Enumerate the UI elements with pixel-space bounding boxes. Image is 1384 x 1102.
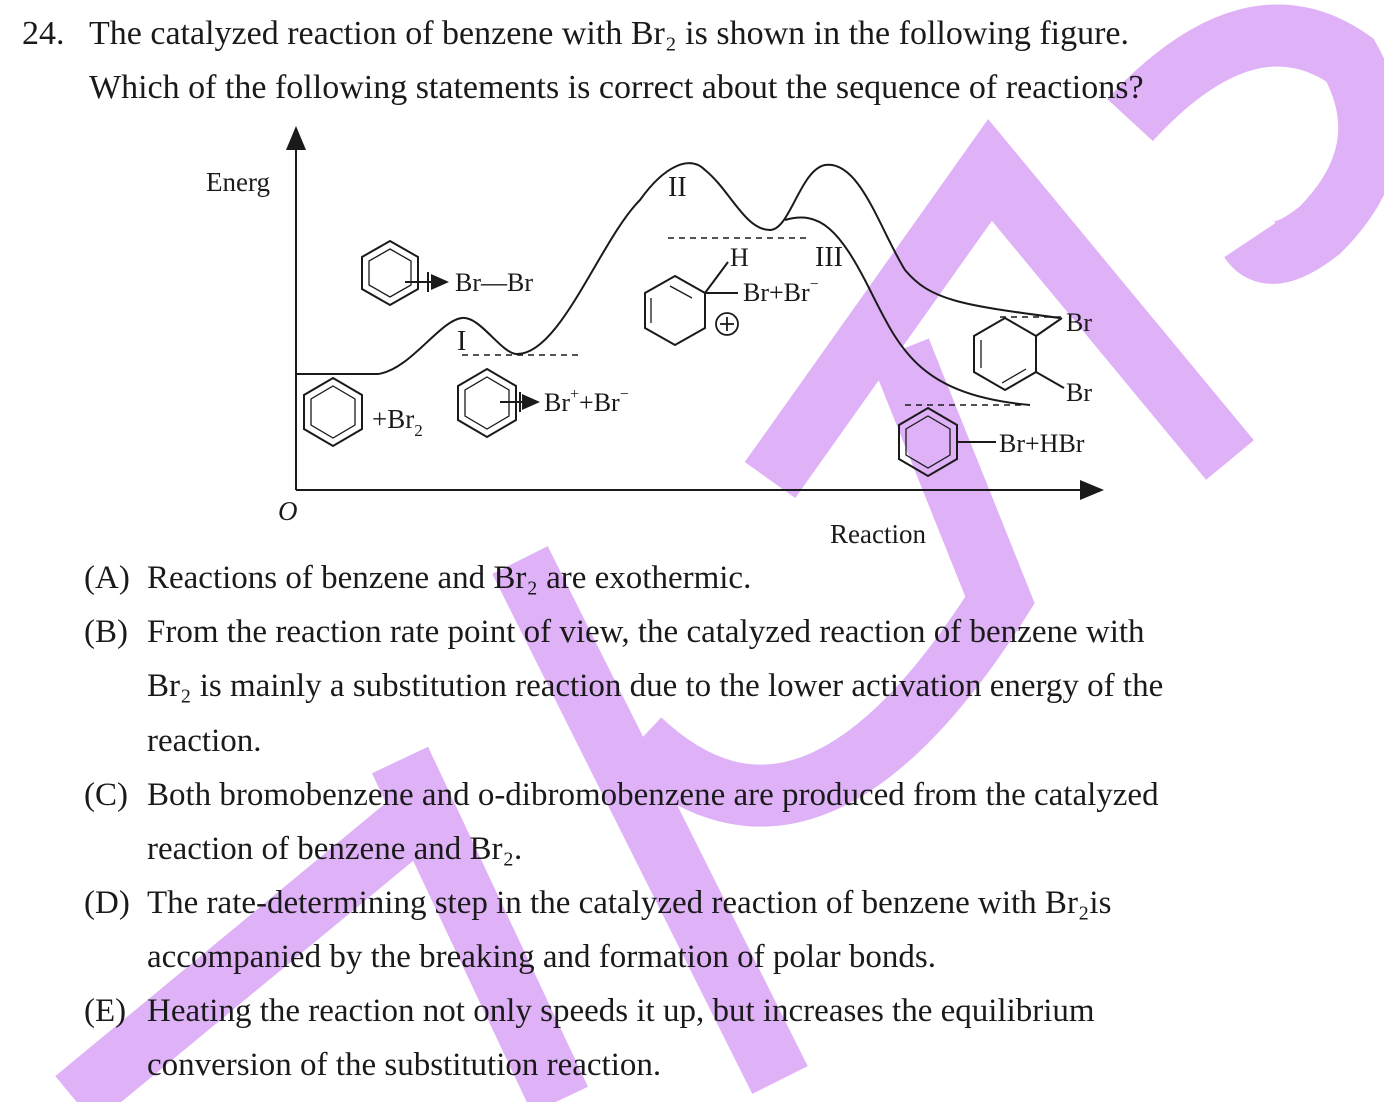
product-br-top: Br [1066, 308, 1092, 337]
plus-charge-icon [716, 313, 738, 335]
option-label: (C) [84, 777, 128, 813]
complex-label: Br—Br [455, 268, 533, 297]
origin-label: O [278, 496, 298, 526]
benzene-ring [362, 241, 418, 305]
product-substitution-label: Br+HBr [999, 429, 1085, 458]
option-text: accompanied by the breaking and formation of polar bonds. [147, 939, 937, 975]
question-number: 24. [22, 15, 65, 52]
label-roman-3: III [815, 242, 843, 273]
benzene-ring [304, 378, 362, 446]
option-label: (B) [84, 614, 128, 650]
option-label: (D) [84, 885, 130, 921]
benzene-ring [899, 408, 957, 476]
option-text: Both bromobenzene and o-dibromobenzene are produced from the catalyzed [147, 777, 1159, 813]
option-text: conversion of the substitution reaction. [147, 1047, 662, 1083]
option-text: Br₂ is mainly a substitution reaction due to the lower activation energy of the [147, 668, 1164, 704]
option-text: reaction of benzene and Br₂. [147, 831, 523, 867]
product-br-bottom: Br [1066, 378, 1092, 407]
option-text: reaction. [147, 723, 262, 759]
option-label: (E) [84, 993, 127, 1029]
y-axis-label: Energ [206, 167, 270, 197]
option-text: Heating the reaction not only speeds it up, but increases the equilibrium [147, 993, 1095, 1029]
label-roman-2: II [668, 172, 687, 203]
option-text: From the reaction rate point of view, the catalyzed reaction of benzene with [147, 614, 1145, 650]
question-line-1: The catalyzed reaction of benzene with Br₂ is shown in the following figure. [89, 15, 1130, 52]
reactants-label: $+Br_2$ [372, 404, 423, 440]
x-axis-label: Reaction [830, 519, 926, 549]
sigma-h-label: H [730, 243, 749, 272]
option-label: (A) [84, 560, 130, 596]
cyclohexadienyl-ring [645, 276, 705, 345]
sigma-bond-h [705, 262, 728, 293]
ion-pair-label: Br++Br− [544, 386, 629, 417]
label-roman-1: I [457, 326, 467, 357]
option-text: Reactions of benzene and Br₂ are exothermic. [147, 560, 752, 596]
br-bond-bottom [1036, 372, 1064, 388]
cyclohexadiene-ring [974, 318, 1036, 390]
br-bond-top [1036, 318, 1062, 336]
sigma-label: Br+Br− [743, 276, 819, 307]
question-line-2: Which of the following statements is correct about the sequence of reactions? [89, 69, 1144, 106]
option-text: The rate-determining step in the catalyzed reaction of benzene with Br₂is [147, 885, 1112, 921]
